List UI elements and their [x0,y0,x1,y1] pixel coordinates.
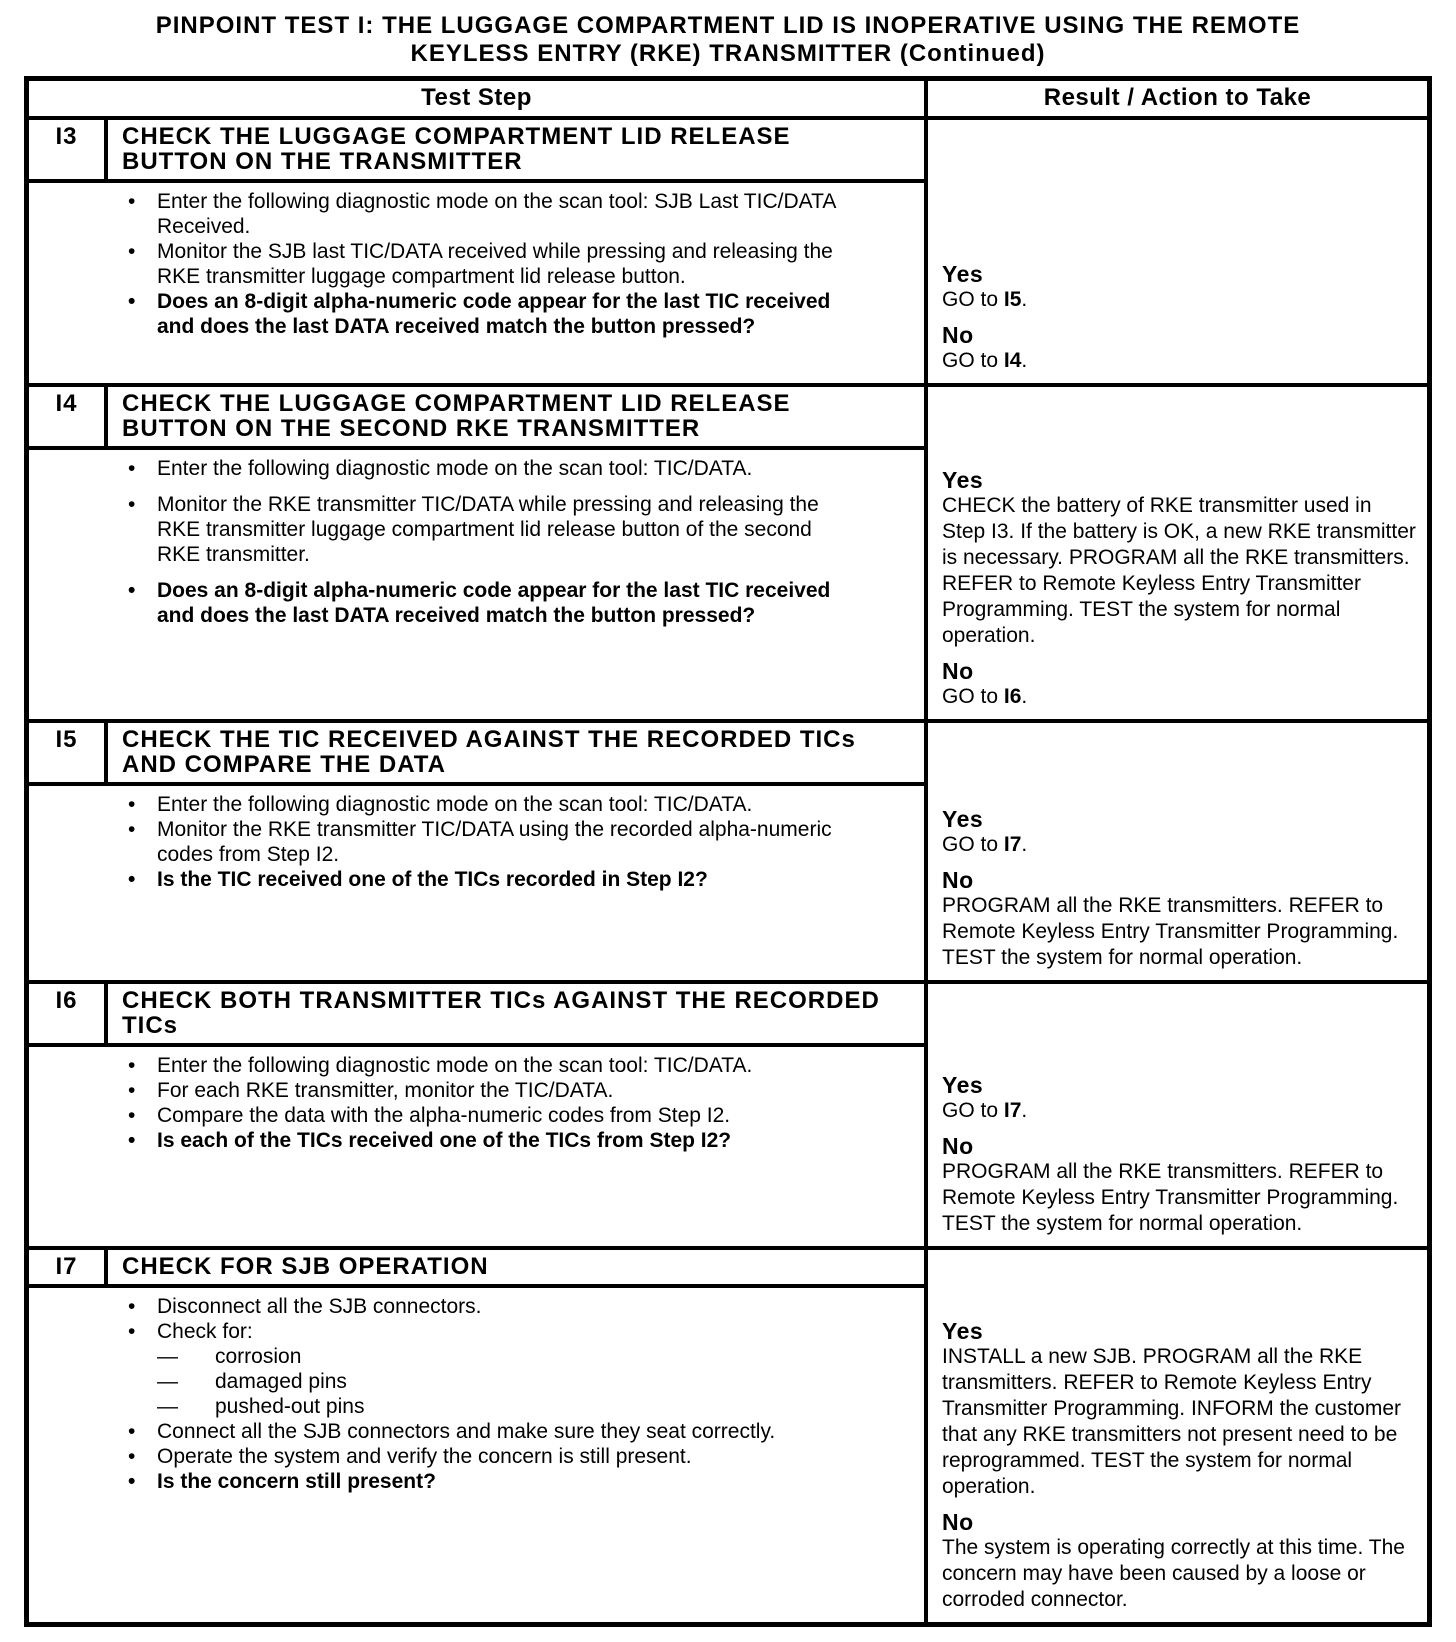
instruction-question-item: • Is the TIC received one of the TICs recorded in Step I2? [29,867,847,892]
instruction-item: • Disconnect all the SJB connectors. [29,1294,847,1319]
result-no-label: No [942,658,974,684]
result-action: GO to I5. [942,288,1028,311]
result-action: GO to I4. [942,349,1028,372]
test-step-row-i7 [29,1250,1427,1622]
instruction-item: • Compare the data with the alpha-numeric codes from Step I2. [29,1103,847,1128]
result-cell [924,1250,1427,1622]
result-yes-label: Yes [942,806,984,832]
step-reference: I5 [1003,288,1022,311]
result-yes-label: Yes [942,261,984,287]
instruction-item: • Monitor the RKE transmitter TIC/DATA using the recorded alpha-numeric codes from Step I2. [29,817,847,867]
instruction-list [29,189,924,339]
step-number: I6 [29,984,108,1043]
step-title-line: CHECK FOR SJB OPERATION [122,1253,489,1280]
step-header [29,120,924,183]
result-action: GO to I7. [942,833,1028,856]
instruction-item: • Enter the following diagnostic mode on the scan tool: SJB Last TIC/DATA Received. [29,189,847,239]
result-no-label: No [942,322,974,348]
step-title [108,723,924,782]
step-number: I4 [29,387,108,446]
step-reference: I7 [1003,1099,1022,1122]
result-action: PROGRAM all the RKE transmitters. REFER to Remote Keyless Entry Transmitter Programming. TEST the system for normal operation. [942,1160,1399,1235]
result-action: The system is operating correctly at this time. The concern may have been caused by a loose or corroded connector. [942,1536,1405,1611]
instruction-sub-item: — damaged pins [157,1369,847,1394]
test-step-row-i5 [29,723,1427,984]
instruction-item: • Monitor the SJB last TIC/DATA received while pressing and releasing the RKE transmitter luggage compartment lid release button. [29,239,847,289]
result-yes-label: Yes [942,1318,984,1344]
test-step-row-i3 [29,120,1427,387]
test-step-cell [29,984,924,1246]
instruction-item: • Monitor the RKE transmitter TIC/DATA while pressing and releasing the RKE transmitter luggage compartment lid release button of the second RKE transmitter. [29,492,847,567]
pinpoint-test-table [24,76,1432,1627]
step-instructions [29,450,924,719]
step-reference: I7 [1003,833,1022,856]
instruction-item: • Enter the following diagnostic mode on the scan tool: TIC/DATA. [29,1053,847,1078]
result-action: GO to I6. [942,685,1028,708]
step-title-line: TICs [122,1012,179,1039]
step-header [29,387,924,450]
test-step-cell [29,723,924,980]
step-title-line: AND COMPARE THE DATA [122,751,446,778]
instruction-list [29,456,924,628]
step-instructions [29,786,924,980]
step-number: I5 [29,723,108,782]
result-yes-label: Yes [942,1072,984,1098]
result-no-label: No [942,1509,974,1535]
step-reference: I6 [1003,685,1022,708]
result-no-label: No [942,1133,974,1159]
result-action: CHECK the battery of RKE transmitter used in Step I3. If the battery is OK, a new RKE transmitter is necessary. PROGRAM all the RKE transmitters. REFER to Remote Keyless Entry Transmitter Programming. TEST the system for normal operation. [942,494,1416,647]
test-step-cell [29,1250,924,1622]
step-number: I3 [29,120,108,179]
step-title-line: CHECK THE LUGGAGE COMPARTMENT LID RELEASE [122,123,791,150]
instruction-item: • For each RKE transmitter, monitor the TIC/DATA. [29,1078,847,1103]
step-instructions [29,183,924,383]
result-no-block [942,658,1417,710]
result-yes-block [942,1318,1417,1500]
result-no-block [942,867,1417,971]
test-step-row-i4 [29,387,1427,723]
step-reference: I4 [1003,349,1022,372]
instruction-item: • Connect all the SJB connectors and make sure they seat correctly. [29,1419,847,1444]
result-cell [924,984,1427,1246]
document-title-line-2: KEYLESS ENTRY (RKE) TRANSMITTER (Continued) [410,40,1046,67]
test-step-row-i6 [29,984,1427,1250]
document-title-line-1: PINPOINT TEST I: THE LUGGAGE COMPARTMENT LID IS INOPERATIVE USING THE REMOTE [155,12,1301,39]
table-body [29,120,1427,1622]
instruction-question-item: • Does an 8-digit alpha-numeric code appear for the last TIC received and does the last DATA received match the button pressed? [29,289,847,339]
instruction-list [29,792,924,892]
column-header-result-action: Result / Action to Take [924,81,1427,116]
result-no-block [942,322,1417,374]
step-title [108,984,924,1043]
result-action: INSTALL a new SJB. PROGRAM all the RKE transmitters. REFER to Remote Keyless Entry Transmitter Programming. INFORM the customer that any RKE transmitters not present need to be reprogrammed. TEST the system for normal operation. [942,1345,1401,1498]
result-no-label: No [942,867,974,893]
document-title [108,12,1348,68]
result-yes-block [942,1072,1417,1124]
instruction-list [29,1294,924,1494]
instruction-item: • Check for: — corrosion — damaged pins — pushed-out pins [29,1319,847,1419]
step-header [29,984,924,1047]
step-header [29,723,924,786]
step-title-line: BUTTON ON THE TRANSMITTER [122,148,523,175]
result-cell [924,120,1427,383]
table-header-row [29,81,1427,120]
result-no-block [942,1509,1417,1613]
instruction-question-item: • Does an 8-digit alpha-numeric code appear for the last TIC received and does the last DATA received match the button pressed? [29,578,847,628]
step-title-line: BUTTON ON THE SECOND RKE TRANSMITTER [122,415,701,442]
result-cell [924,723,1427,980]
column-header-test-step: Test Step [421,84,532,111]
result-cell [924,387,1427,719]
result-yes-block [942,806,1417,858]
step-title [108,1250,924,1284]
result-action: GO to I7. [942,1099,1028,1122]
result-yes-block [942,467,1417,649]
test-step-cell [29,120,924,383]
result-yes-block [942,261,1417,313]
instruction-item: • Enter the following diagnostic mode on the scan tool: TIC/DATA. [29,456,847,481]
instruction-item: • Operate the system and verify the concern is still present. [29,1444,847,1469]
result-yes-label: Yes [942,467,984,493]
result-no-block [942,1133,1417,1237]
step-header [29,1250,924,1288]
step-title-line: CHECK THE LUGGAGE COMPARTMENT LID RELEASE [122,390,791,417]
instruction-list [29,1053,924,1153]
step-title-line: CHECK THE TIC RECEIVED AGAINST THE RECORDED TICs [122,726,856,753]
instruction-item: • Enter the following diagnostic mode on the scan tool: TIC/DATA. [29,792,847,817]
instruction-sub-item: — pushed-out pins [157,1394,847,1419]
step-instructions [29,1047,924,1246]
instruction-question-item: • Is each of the TICs received one of the TICs from Step I2? [29,1128,847,1153]
step-title-line: CHECK BOTH TRANSMITTER TICs AGAINST THE RECORDED [122,987,880,1014]
result-action: PROGRAM all the RKE transmitters. REFER to Remote Keyless Entry Transmitter Programming. TEST the system for normal operation. [942,894,1399,969]
instruction-sub-item: — corrosion [157,1344,847,1369]
test-step-cell [29,387,924,719]
step-title [108,387,924,446]
step-instructions [29,1288,924,1622]
step-title [108,120,924,179]
step-number: I7 [29,1250,108,1284]
instruction-question-item: • Is the concern still present? [29,1469,847,1494]
